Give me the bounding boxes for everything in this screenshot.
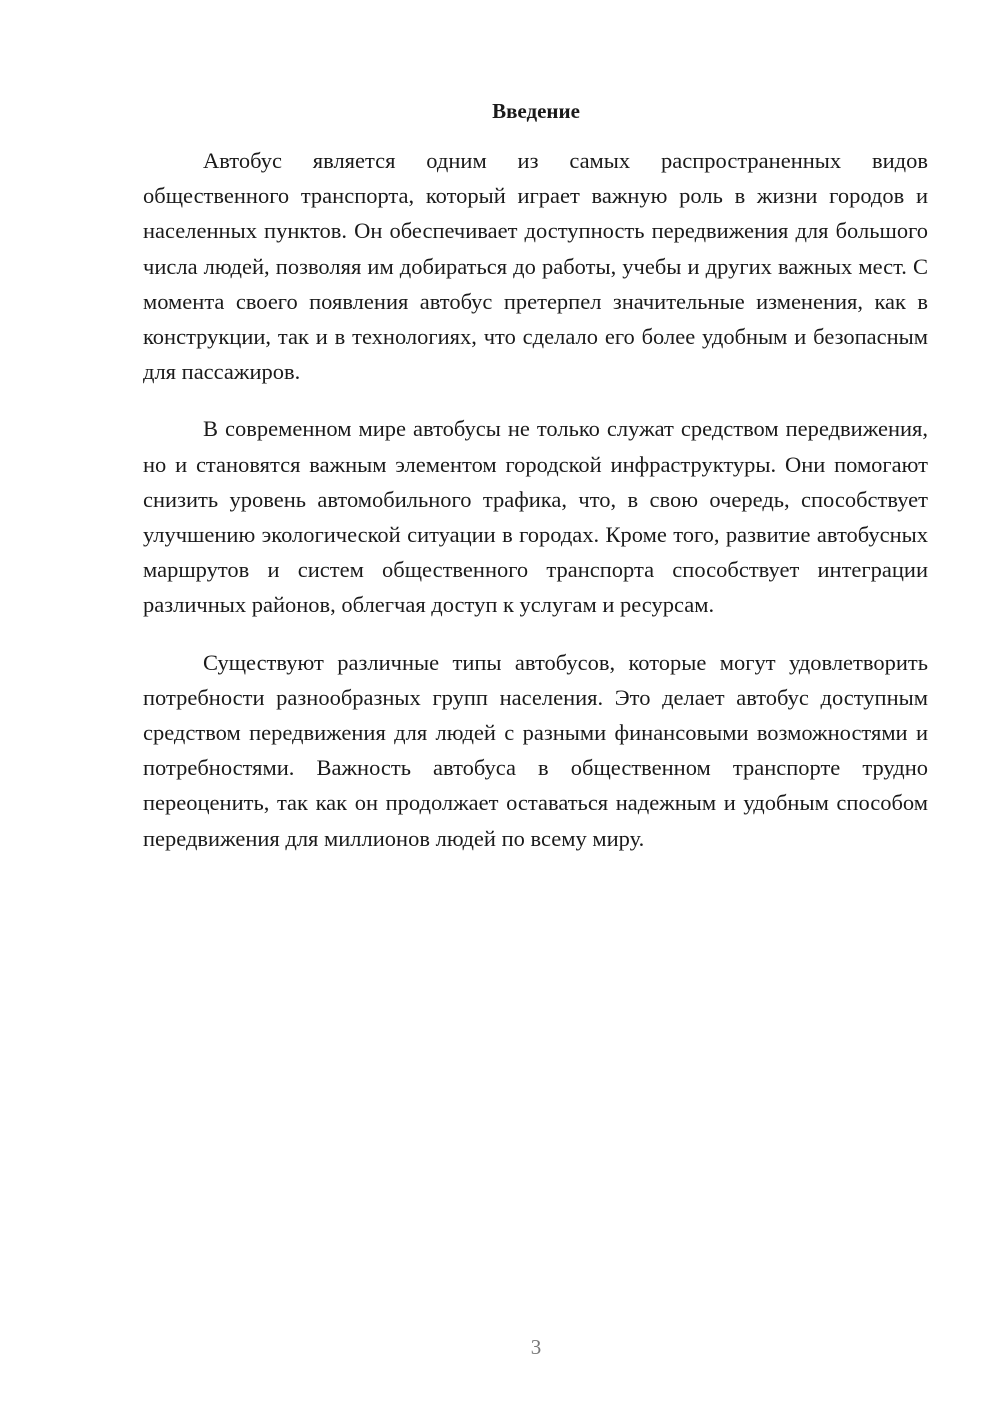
body-text xyxy=(143,143,928,878)
page-number: 3 xyxy=(530,1335,542,1359)
paragraph-1: Автобус является одним из самых распространенных видов общественного транспорта, который играет важную роль в жизни городов и населенных пунктов. Он обеспечивает доступность передвижения для большого числа людей, позволяя им добираться до работы, учебы и других важных мест. С момента своего появления автобус претерпел значительные изменения, как в конструкции, так и в технологиях, что сделало его более удобным и безопасным для пассажиров. xyxy=(143,148,928,385)
paragraph-3: Существуют различные типы автобусов, которые могут удовлетворить потребности разнообразных групп населения. Это делает автобус доступным средством передвижения для людей с разными финансовыми возможностями и потребностями. Важность автобуса в общественном транспорте трудно переоценить, так как он продолжает оставаться надежным и удобным способом передвижения для миллионов людей по всему миру. xyxy=(143,649,928,851)
section-heading: Введение xyxy=(492,99,580,123)
paragraph-2: В современном мире автобусы не только служат средством передвижения, но и становятся важным элементом городской инфраструктуры. Они помогают снизить уровень автомобильного трафика, что, в свою очередь, способствует улучшению экологической ситуации в городах. Кроме того, развитие автобусных маршрутов и систем общественного транспорта способствует интеграции различных районов, облегчая доступ к услугам и ресурсам. xyxy=(143,416,928,618)
